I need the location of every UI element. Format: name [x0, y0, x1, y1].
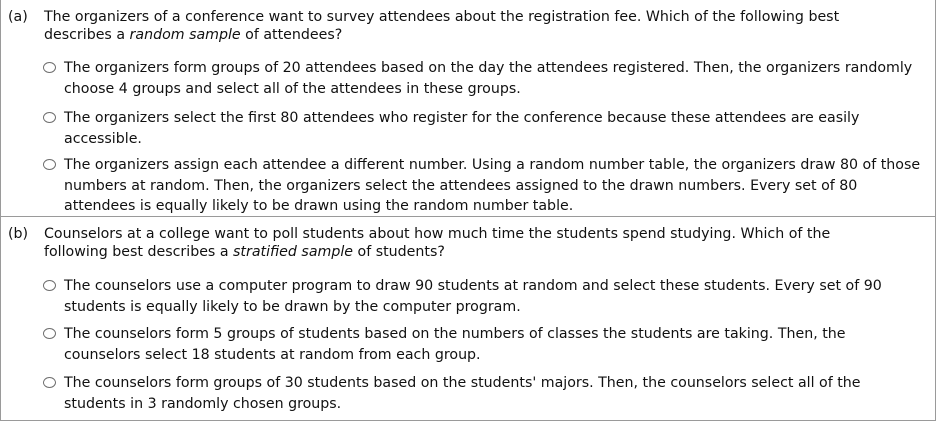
option-a3[interactable] [43, 155, 921, 217]
radio-button-a2[interactable] [43, 112, 56, 123]
option-a3-label: The organizers assign each attendee a different number. Using a random number table, the organizers draw 80 of those numbers at random. Then, the organizers select the attendees assigned to the drawn numbers. Every set of 80 attendees is equally likely to be drawn using the random number table. [64, 157, 921, 214]
question-b-label: (b) [8, 226, 29, 242]
question-b-emphasis: stratified sample [233, 244, 354, 260]
radio-button-b1[interactable] [43, 280, 56, 291]
option-b1-label: The counselors use a computer program to draw 90 students at random and select these students. Every set of 90 students is equally likely to be drawn by the computer program. [64, 278, 882, 315]
question-a-emphasis: random sample [129, 27, 241, 43]
question-a-text-pre: The organizers of a conference want to survey attendees about the registration fee. Which of the following best describes a [44, 9, 840, 43]
option-b3-label: The counselors form groups of 30 students based on the students' majors. Then, the counselors select all of the students in 3 randomly chosen groups. [64, 375, 861, 412]
radio-button-b2[interactable] [43, 328, 56, 339]
option-a1[interactable] [43, 58, 921, 99]
question-b-text [44, 225, 895, 261]
option-a2[interactable] [43, 108, 921, 149]
radio-button-a1[interactable] [43, 62, 56, 73]
option-b2-label: The counselors form 5 groups of students based on the numbers of classes the students are taking. Then, the counselors select 18 students at random from each group. [64, 326, 846, 363]
option-b2[interactable] [43, 324, 921, 365]
question-a-text [44, 8, 895, 44]
question-b-text-pre: Counselors at a college want to poll students about how much time the students spend studying. Which of the following best describes a [44, 226, 831, 260]
option-b3[interactable] [43, 373, 921, 414]
question-b-text-post: of students? [353, 244, 445, 260]
question-a-prompt [8, 8, 895, 44]
option-a1-label: The organizers form groups of 20 attendees based on the day the attendees registered. Then, the organizers randomly choose 4 groups and select all of the attendees in these groups. [64, 60, 913, 97]
question-a-label: (a) [8, 9, 28, 25]
question-part-b [1, 217, 935, 420]
question-part-a [1, 0, 935, 217]
option-a2-label: The organizers select the first 80 attendees who register for the conference because these attendees are easily accessible. [64, 110, 860, 147]
radio-button-b3[interactable] [43, 377, 56, 388]
question-b-prompt [8, 225, 895, 261]
option-b1[interactable] [43, 276, 921, 317]
question-a-text-post: of attendees? [240, 27, 343, 43]
radio-button-a3[interactable] [43, 159, 56, 170]
